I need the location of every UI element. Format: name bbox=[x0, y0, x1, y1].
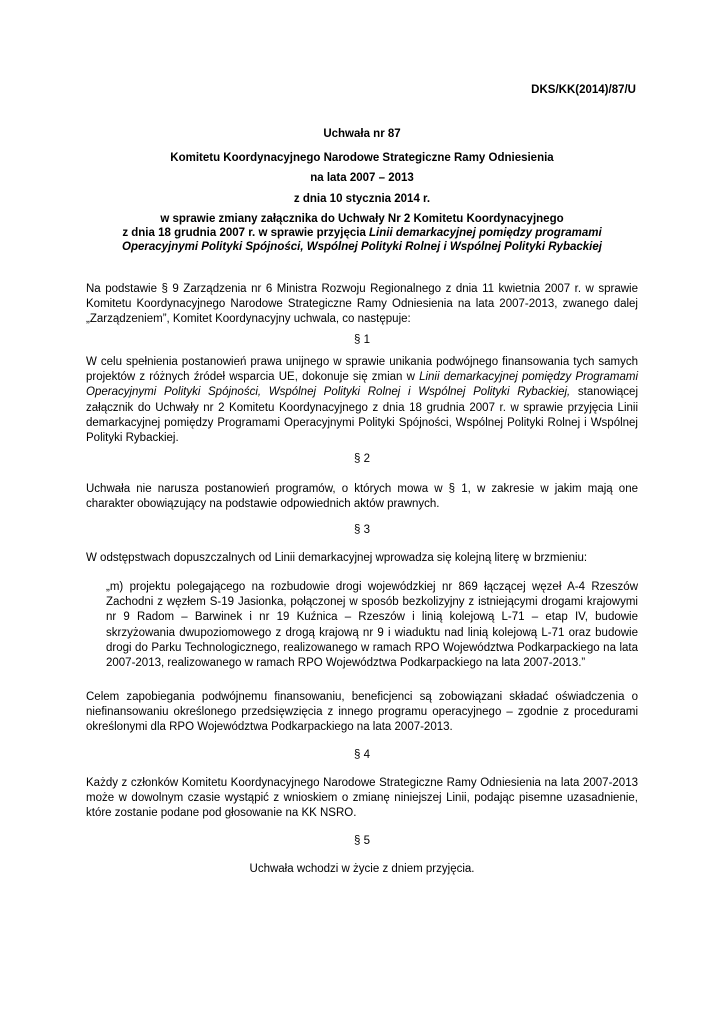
period: na lata 2007 – 2013 bbox=[310, 172, 414, 184]
subject-line-1: w sprawie zmiany załącznika do Uchwały Nr 2 Komitetu Koordynacyjnego bbox=[160, 213, 564, 225]
section-5-heading: § 5 bbox=[354, 835, 370, 847]
section-1-text-part2: stanowiącej załącznik do Uchwały nr 2 Komitetu Koordynacyjnego z dnia 18 grudnia 2007 r. w sprawie przyjęcia Linii demarkacyjnej pomiędzy Programami Operacyjnymi Polityki Spójności, Wspólnej Polityki Rolnej i Wspólnej Polityki Rybackiej. bbox=[86, 386, 639, 445]
section-1-text bbox=[86, 355, 638, 446]
resolution-date: z dnia 10 stycznia 2014 r. bbox=[293, 193, 431, 205]
section-1-text-italic: Linii demarkacyjnej pomiędzy Programami Operacyjnymi Polityki Spójności, Wspólnej Polityki Rolnej i Wspólnej Polityki Rybackiej, bbox=[86, 371, 639, 399]
resolution-number: Uchwała nr 87 bbox=[323, 128, 401, 140]
section-3-intro: W odstępstwach dopuszczalnych od Linii demarkacyjnej wprowadza się kolejną literę w brzmieniu: bbox=[86, 552, 588, 564]
subject bbox=[86, 212, 638, 254]
section-2-text: Uchwała nie narusza postanowień programów, o których mowa w § 1, w zakresie w jakim mają one charakter obowiązujący na podstawie odpowiednich aktów prawnych. bbox=[86, 483, 638, 511]
committee-name: Komitetu Koordynacyjnego Narodowe Strategiczne Ramy Odniesienia bbox=[170, 152, 554, 164]
subject-line-3: Operacyjnymi Polityki Spójności, Wspólnej Polityki Rolnej i Wspólnej Polityki Rybackiej bbox=[122, 241, 602, 253]
section-3-quote: „m) projektu polegającego na rozbudowie drogi wojewódzkiej nr 869 łączącej węzeł A-4 Rzeszów Zachodni z węzłem S-19 Jasionka, połączonej w sposób bezkolizyjny z istniejącymi drogami krajowymi nr 9 Radom – Barwinek i nr 19 Kuźnica – Rzeszów i linią kolejową L-71 – etap IV, budowie skrzyżowania dwupoziomowego z drogą krajową nr 9 i wiaduktu nad linią kolejową L-71 oraz budowie drogi do Parku Technologicznego, realizowanego w ramach RPO Województwa Podkarpackiego na lata 2007-2013, realizowanego w ramach RPO Województwa Podkarpackiego na lata 2007-2013.” bbox=[106, 581, 638, 670]
document-reference: DKS/KK(2014)/87/U bbox=[531, 84, 636, 96]
section-5-text: Uchwała wchodzi w życie z dniem przyjęcia. bbox=[249, 863, 475, 875]
section-3-note: Celem zapobiegania podwójnemu finansowaniu, beneficjenci są zobowiązani składać oświadczenia o niefinansowaniu określonego przedsięwzięcia z innego programu operacyjnego – zgodnie z procedurami określonymi dla RPO Województwa Podkarpackiego na lata 2007-2013. bbox=[86, 691, 638, 734]
section-4-text: Każdy z członków Komitetu Koordynacyjnego Narodowe Strategiczne Ramy Odniesienia na lata 2007-2013 może w dowolnym czasie wystąpić z wnioskiem o zmianę niniejszej Linii, podając pisemne uzasadnienie, które zostanie podane pod głosowanie na KK NSRO. bbox=[86, 777, 638, 820]
section-3-heading: § 3 bbox=[354, 524, 370, 536]
section-4-heading: § 4 bbox=[354, 749, 370, 761]
section-1-heading: § 1 bbox=[354, 334, 370, 346]
subject-line-2-italic: Linii demarkacyjnej pomiędzy programami bbox=[369, 227, 602, 239]
subject-line-2-plain: z dnia 18 grudnia 2007 r. w sprawie przyjęcia bbox=[122, 227, 370, 239]
subject-line-2 bbox=[86, 226, 638, 240]
section-2-heading: § 2 bbox=[354, 453, 370, 465]
preamble: Na podstawie § 9 Zarządzenia nr 6 Ministra Rozwoju Regionalnego z dnia 11 kwietnia 2007 r. w sprawie Komitetu Koordynacyjnego Narodowe Strategiczne Ramy Odniesienia na lata 2007-2013, zwanego dalej „Zarządzeniem”, Komitet Koordynacyjny uchwala, co następuje: bbox=[86, 283, 638, 326]
section-1-text-part1: W celu spełnienia postanowień prawa unijnego w sprawie unikania podwójnego finansowania tych samych projektów z różnych źródeł wsparcia UE, dokonuje się zmian w bbox=[86, 356, 638, 384]
